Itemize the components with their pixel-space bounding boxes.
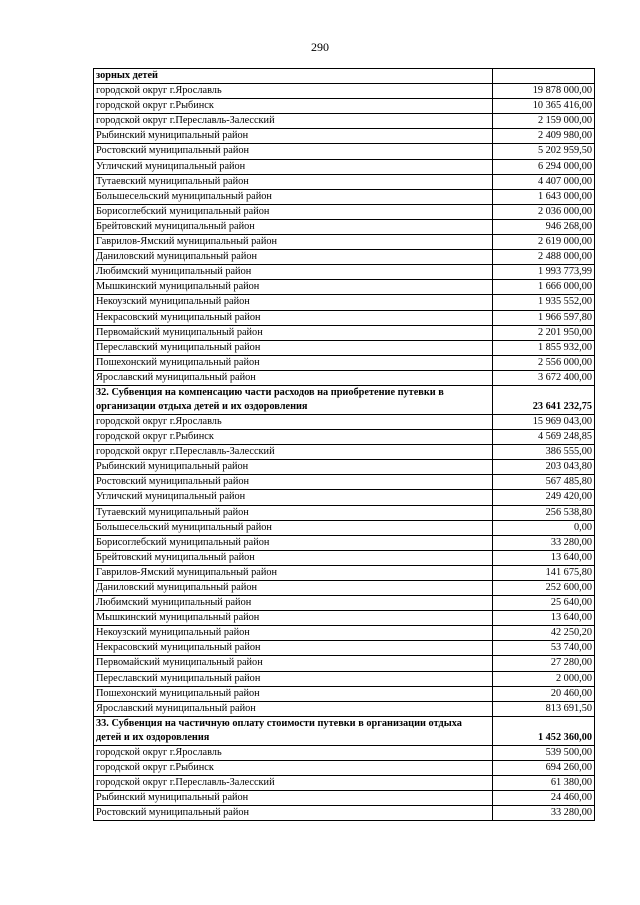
section-total-amount (492, 69, 594, 84)
amount-value: 2 159 000,00 (492, 114, 594, 129)
table-row (94, 641, 595, 656)
amount-value: 4 569 248,85 (492, 430, 594, 445)
municipality-name: Борисоглебский муниципальный район (94, 535, 493, 550)
amount-value: 946 268,00 (492, 219, 594, 234)
municipality-name: городской округ г.Рыбинск (94, 430, 493, 445)
municipality-name: Первомайский муниципальный район (94, 325, 493, 340)
table-row (94, 460, 595, 475)
amount-value: 567 485,80 (492, 475, 594, 490)
amount-value: 15 969 043,00 (492, 414, 594, 429)
table-row (94, 671, 595, 686)
section-title: зорных детей (94, 69, 493, 84)
municipality-name: Переславский муниципальный район (94, 671, 493, 686)
table-row (94, 204, 595, 219)
amount-value: 539 500,00 (492, 745, 594, 760)
table-row (94, 280, 595, 295)
amount-value: 1 993 773,99 (492, 265, 594, 280)
table-row (94, 535, 595, 550)
municipality-name: Брейтовский муниципальный район (94, 550, 493, 565)
municipality-name: Переславский муниципальный район (94, 340, 493, 355)
table-row (94, 265, 595, 280)
table-row (94, 596, 595, 611)
amount-value: 42 250,20 (492, 626, 594, 641)
table-row (94, 189, 595, 204)
section-heading-row (94, 716, 595, 745)
table-row (94, 325, 595, 340)
municipality-name: городской округ г.Переславль-Залесский (94, 114, 493, 129)
amount-value: 2 488 000,00 (492, 250, 594, 265)
amount-value: 19 878 000,00 (492, 84, 594, 99)
municipality-name: Гаврилов-Ямский муниципальный район (94, 565, 493, 580)
table-row (94, 235, 595, 250)
amount-value: 1 935 552,00 (492, 295, 594, 310)
municipality-name: Некрасовский муниципальный район (94, 310, 493, 325)
municipality-name: городской округ г.Переславль-Залесский (94, 776, 493, 791)
table-body (94, 69, 595, 821)
amount-value: 5 202 959,50 (492, 144, 594, 159)
table-row (94, 250, 595, 265)
table-row (94, 84, 595, 99)
amount-value: 33 280,00 (492, 806, 594, 821)
section-title: 32. Субвенция на компенсацию части расходов на приобретение путевки в организации отдыха детей и их оздоровления (94, 385, 493, 414)
municipality-name: Брейтовский муниципальный район (94, 219, 493, 234)
table-row (94, 219, 595, 234)
table-row (94, 295, 595, 310)
municipality-name: Некоузский муниципальный район (94, 626, 493, 641)
municipality-name: Ростовский муниципальный район (94, 475, 493, 490)
municipality-name: Некоузский муниципальный район (94, 295, 493, 310)
municipality-name: Даниловский муниципальный район (94, 581, 493, 596)
subvention-table (93, 68, 595, 821)
amount-value: 2 556 000,00 (492, 355, 594, 370)
table-row (94, 370, 595, 385)
table-row (94, 355, 595, 370)
amount-value: 0,00 (492, 520, 594, 535)
municipality-name: городской округ г.Переславль-Залесский (94, 445, 493, 460)
municipality-name: Борисоглебский муниципальный район (94, 204, 493, 219)
table-row (94, 791, 595, 806)
page-number: 290 (311, 40, 329, 54)
amount-value: 2 409 980,00 (492, 129, 594, 144)
municipality-name: Некрасовский муниципальный район (94, 641, 493, 656)
amount-value: 1 666 000,00 (492, 280, 594, 295)
municipality-name: Гаврилов-Ямский муниципальный район (94, 235, 493, 250)
table-row (94, 776, 595, 791)
municipality-name: Рыбинский муниципальный район (94, 129, 493, 144)
municipality-name: городской округ г.Рыбинск (94, 760, 493, 775)
table-row (94, 310, 595, 325)
table-row (94, 174, 595, 189)
amount-value: 2 619 000,00 (492, 235, 594, 250)
amount-value: 252 600,00 (492, 581, 594, 596)
municipality-name: Рыбинский муниципальный район (94, 460, 493, 475)
amount-value: 4 407 000,00 (492, 174, 594, 189)
municipality-name: городской округ г.Ярославль (94, 84, 493, 99)
municipality-name: Ростовский муниципальный район (94, 806, 493, 821)
table-row (94, 414, 595, 429)
section-title: 33. Субвенция на частичную оплату стоимости путевки в организации отдыха детей и их оздоровления (94, 716, 493, 745)
municipality-name: Ярославский муниципальный район (94, 701, 493, 716)
municipality-name: Угличский муниципальный район (94, 159, 493, 174)
section-total-amount: 1 452 360,00 (492, 716, 594, 745)
section-total-amount: 23 641 232,75 (492, 385, 594, 414)
table-row (94, 490, 595, 505)
amount-value: 10 365 416,00 (492, 99, 594, 114)
table-row (94, 565, 595, 580)
amount-value: 1 855 932,00 (492, 340, 594, 355)
table-row (94, 806, 595, 821)
table-row (94, 114, 595, 129)
municipality-name: Тутаевский муниципальный район (94, 174, 493, 189)
amount-value: 694 260,00 (492, 760, 594, 775)
municipality-name: Пошехонский муниципальный район (94, 355, 493, 370)
amount-value: 1 643 000,00 (492, 189, 594, 204)
municipality-name: Мышкинский муниципальный район (94, 280, 493, 295)
amount-value: 3 672 400,00 (492, 370, 594, 385)
amount-value: 6 294 000,00 (492, 159, 594, 174)
amount-value: 13 640,00 (492, 611, 594, 626)
table-row (94, 475, 595, 490)
municipality-name: городской округ г.Ярославль (94, 745, 493, 760)
table-row (94, 686, 595, 701)
municipality-name: Даниловский муниципальный район (94, 250, 493, 265)
amount-value: 61 380,00 (492, 776, 594, 791)
table-row (94, 550, 595, 565)
amount-value: 20 460,00 (492, 686, 594, 701)
municipality-name: городской округ г.Ярославль (94, 414, 493, 429)
municipality-name: Ростовский муниципальный район (94, 144, 493, 159)
table-row (94, 581, 595, 596)
amount-value: 13 640,00 (492, 550, 594, 565)
table-row (94, 520, 595, 535)
section-heading-row (94, 69, 595, 84)
municipality-name: Большесельский муниципальный район (94, 189, 493, 204)
municipality-name: Рыбинский муниципальный район (94, 791, 493, 806)
municipality-name: городской округ г.Рыбинск (94, 99, 493, 114)
table-row (94, 445, 595, 460)
municipality-name: Ярославский муниципальный район (94, 370, 493, 385)
table-row (94, 144, 595, 159)
amount-value: 2 036 000,00 (492, 204, 594, 219)
section-heading-row (94, 385, 595, 414)
table-row (94, 99, 595, 114)
municipality-name: Мышкинский муниципальный район (94, 611, 493, 626)
amount-value: 386 555,00 (492, 445, 594, 460)
amount-value: 53 740,00 (492, 641, 594, 656)
table-row (94, 626, 595, 641)
table-row (94, 430, 595, 445)
amount-value: 141 675,80 (492, 565, 594, 580)
table-row (94, 611, 595, 626)
municipality-name: Любимский муниципальный район (94, 596, 493, 611)
table-row (94, 760, 595, 775)
municipality-name: Угличский муниципальный район (94, 490, 493, 505)
amount-value: 2 000,00 (492, 671, 594, 686)
table-row (94, 745, 595, 760)
amount-value: 2 201 950,00 (492, 325, 594, 340)
table-row (94, 505, 595, 520)
amount-value: 813 691,50 (492, 701, 594, 716)
municipality-name: Первомайский муниципальный район (94, 656, 493, 671)
table-row (94, 129, 595, 144)
municipality-name: Тутаевский муниципальный район (94, 505, 493, 520)
table-row (94, 656, 595, 671)
table-row (94, 159, 595, 174)
amount-value: 249 420,00 (492, 490, 594, 505)
municipality-name: Любимский муниципальный район (94, 265, 493, 280)
municipality-name: Пошехонский муниципальный район (94, 686, 493, 701)
amount-value: 25 640,00 (492, 596, 594, 611)
amount-value: 256 538,80 (492, 505, 594, 520)
amount-value: 203 043,80 (492, 460, 594, 475)
amount-value: 33 280,00 (492, 535, 594, 550)
amount-value: 27 280,00 (492, 656, 594, 671)
table-row (94, 701, 595, 716)
amount-value: 1 966 597,80 (492, 310, 594, 325)
table-row (94, 340, 595, 355)
amount-value: 24 460,00 (492, 791, 594, 806)
municipality-name: Большесельский муниципальный район (94, 520, 493, 535)
